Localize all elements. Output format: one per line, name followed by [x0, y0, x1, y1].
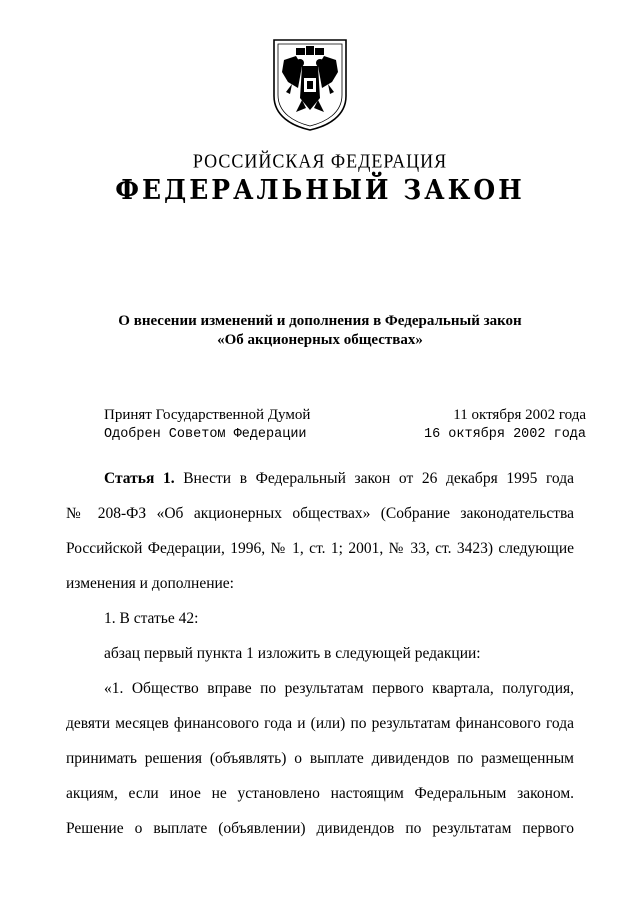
country-name: РОССИЙСКАЯ ФЕДЕРАЦИЯ — [192, 149, 448, 173]
adoption-block — [104, 406, 586, 444]
quote-line: акциям, если иное не установлено настоящим Федеральным законом. — [66, 785, 574, 802]
law-title-line: «Об акционерных обществах» — [217, 332, 423, 348]
article-line-text: Внести в Федеральный закон от 26 декабря 1995 года — [174, 470, 574, 487]
duma-label: Принят Государственной Думой — [104, 407, 311, 423]
law-title — [0, 312, 640, 350]
article-line: Российской Федерации, 1996, № 1, ст. 1; 2001, № 33, ст. 3423) следующие — [66, 540, 574, 557]
quote-line: девяти месяцев финансового года и (или) по результатам финансового года — [66, 715, 574, 732]
law-type-heading: ФЕДЕРАЛЬНЫЙ ЗАКОН — [115, 173, 525, 206]
law-title-line: О внесении изменений и дополнения в Федеральный закон — [118, 313, 522, 329]
article-line: изменения и дополнение: — [66, 575, 234, 592]
council-label: Одобрен Советом Федерации — [104, 427, 307, 442]
coat-of-arms-emblem — [272, 38, 348, 132]
quote-line: «1. Общество вправе по результатам первого квартала, полугодия, — [104, 680, 574, 697]
article-line: № 208-ФЗ «Об акционерных обществах» (Собрание законодательства — [66, 505, 574, 522]
article-item: 1. В статье 42: — [104, 610, 199, 627]
article-line — [66, 461, 574, 496]
quote-line: принимать решения (объявлять) о выплате дивидендов по размещенным — [66, 750, 574, 767]
adoption-row-council — [104, 425, 586, 444]
article-instruction: абзац первый пункта 1 изложить в следующей редакции: — [104, 645, 481, 662]
quote-line: Решение о выплате (объявлении) дивидендов по результатам первого — [66, 820, 574, 837]
article-heading: Статья 1. — [104, 470, 175, 487]
article-body — [66, 461, 574, 846]
duma-date: 11 октября 2002 года — [453, 407, 586, 423]
adoption-row-duma — [104, 406, 586, 425]
council-date: 16 октября 2002 года — [423, 427, 586, 442]
